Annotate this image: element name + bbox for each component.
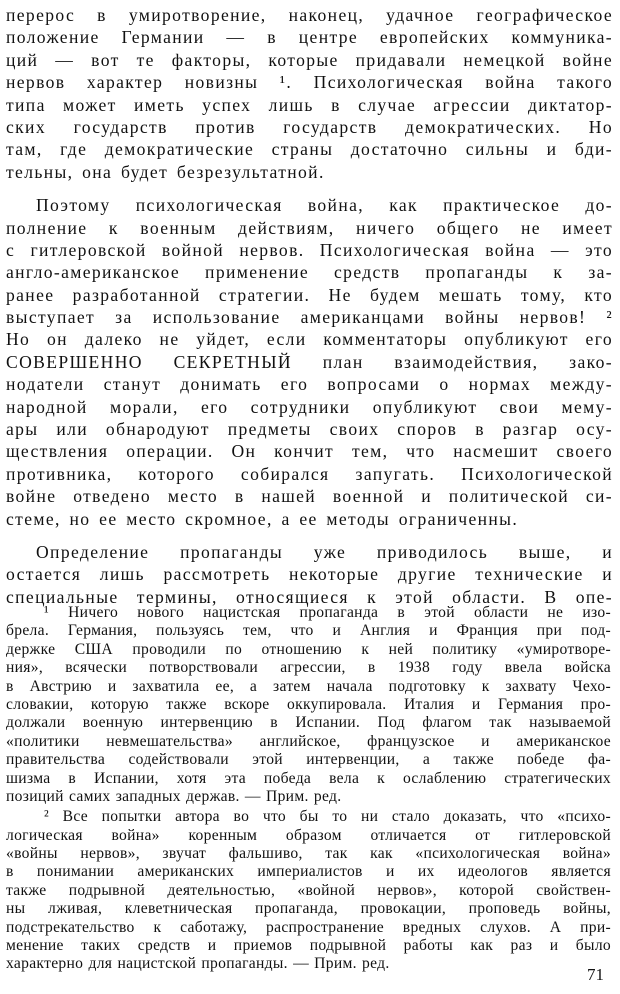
body-paragraph (6, 194, 613, 530)
footnote-line: менение таких средств и приемов подрывной работы как раз и было (6, 937, 611, 955)
footnote-line: «политики невмешательства» английское, французское и американское (6, 732, 611, 750)
text-line: типа может иметь успех лишь в случае агрессии диктатор- (6, 94, 613, 115)
footnote-line: логическая война» коренным образом отличается от гитлеровской (6, 826, 611, 844)
text-line: там, где демократические страны достаточно сильны и бди- (6, 139, 613, 160)
footnote-line: шизма в Испании, хотя эта победа вела к ослаблению стратегических (6, 769, 611, 787)
text-line: англо-американское применение средств пропаганды к за- (6, 262, 613, 283)
text-line: нодатели станут донимать его вопросами о нормах между- (6, 374, 613, 395)
body-paragraph (6, 541, 613, 608)
footnotes (6, 604, 611, 974)
text-line: Определение пропаганды уже приводилось выше, и (36, 541, 613, 562)
footnote-line: брела. Германия, пользуясь тем, что и Англия и Франция при под- (6, 622, 611, 640)
paragraph-spacer (6, 183, 613, 194)
footnote-line: словакии, которую также вскоре оккупировала. Италия и Германия про- (6, 695, 611, 713)
footnote-2 (6, 808, 611, 974)
footnote-line: в понимании американских империалистов и их идеологов является (6, 863, 611, 881)
text-line: ранее разработанной стратегии. Не будем мешать тому, кто (6, 284, 613, 305)
text-line: ских государств против государств демократических. Но (6, 116, 613, 137)
text-line: СОВЕРШЕННО СЕКРЕТНЫЙ план взаимодействия, зако- (6, 351, 613, 372)
text-line: ществления операции. Он кончит тем, что насмешит своего (6, 441, 613, 462)
text-line: остается лишь рассмотреть некоторые другие технические и (6, 564, 613, 585)
footnote-line: подстрекательство к саботажу, распространение вредных слухов. А при- (6, 918, 611, 936)
text-line: Но он далеко не уйдет, если комментаторы опубликуют его (6, 329, 613, 350)
footnote-line: позиций самих западных держав. — Прим. ред. (6, 787, 342, 805)
text-line: противника, которого собирался запугать. Психологической (6, 463, 613, 484)
footnote-line: ны лживая, клеветническая пропаганда, провокации, проповедь войны, (6, 900, 611, 918)
text-line: с гитлеровской войной нервов. Психологическая война — это (6, 239, 613, 260)
footnote-line: ния», всячески потворствовали агрессии, в 1938 году ввела войска (6, 659, 611, 677)
footnote-1 (6, 604, 611, 806)
footnote-line: также подрывной деятельностью, «войной нервов», которой свойствен- (6, 881, 611, 899)
body-paragraph (6, 4, 613, 183)
text-line: войне отведено место в нашей военной и политической си- (6, 486, 613, 507)
footnote-line: в Австрию и захватила ее, а затем начала подготовку к захвату Чехо- (6, 677, 611, 695)
text-line: стеме, но ее место скромное, а ее методы ограниченны. (6, 508, 519, 529)
text-line: ары или обнародуют предметы своих споров в разгар осу- (6, 419, 613, 440)
text-line: народной морали, его сотрудники опубликуют свои мему- (6, 396, 613, 417)
text-line: тельны, она будет безрезультатной. (6, 161, 325, 182)
footnote-line: ² Все попытки автора во что бы то ни стало доказать, что «психо- (44, 808, 611, 826)
paragraph-spacer (6, 530, 613, 541)
text-line: Поэтому психологическая война, как практическое до- (36, 195, 613, 216)
page-number: 71 (587, 965, 604, 984)
text-line: ций — вот те факторы, которые придавали немецкой войне (6, 49, 613, 70)
footnote-line: держке США проводили по отношению к ней политику «умиротворе- (6, 640, 611, 658)
main-text (6, 4, 613, 608)
footnote-line: «войны нервов», звучат фальшиво, так как «психологическая война» (6, 845, 611, 863)
text-line: специальные термины, относящиеся к этой области. В опе- (6, 586, 613, 607)
text-line: положение Германии — в центре европейских коммуника- (6, 27, 613, 48)
footnote-line: должали военную интервенцию в Испании. Под флагом так называемой (6, 714, 611, 732)
footnote-line: характерно для нацистской пропаганды. — Прим. ред. (6, 955, 390, 973)
footnote-line: ¹ Ничего нового нацистская пропаганда в этой области не изо- (44, 604, 611, 621)
text-line: перерос в умиротворение, наконец, удачное географическое (6, 5, 613, 25)
text-line: полнение к военным действиям, ничего общего не имеет (6, 217, 613, 238)
footnote-line: правительства содействовали этой интервенции, а также победе фа- (6, 751, 611, 769)
text-line: выступает за использование американцами войны нервов! ² (6, 307, 613, 328)
text-line: нервов характер новизны ¹. Психологическая война такого (6, 72, 613, 93)
